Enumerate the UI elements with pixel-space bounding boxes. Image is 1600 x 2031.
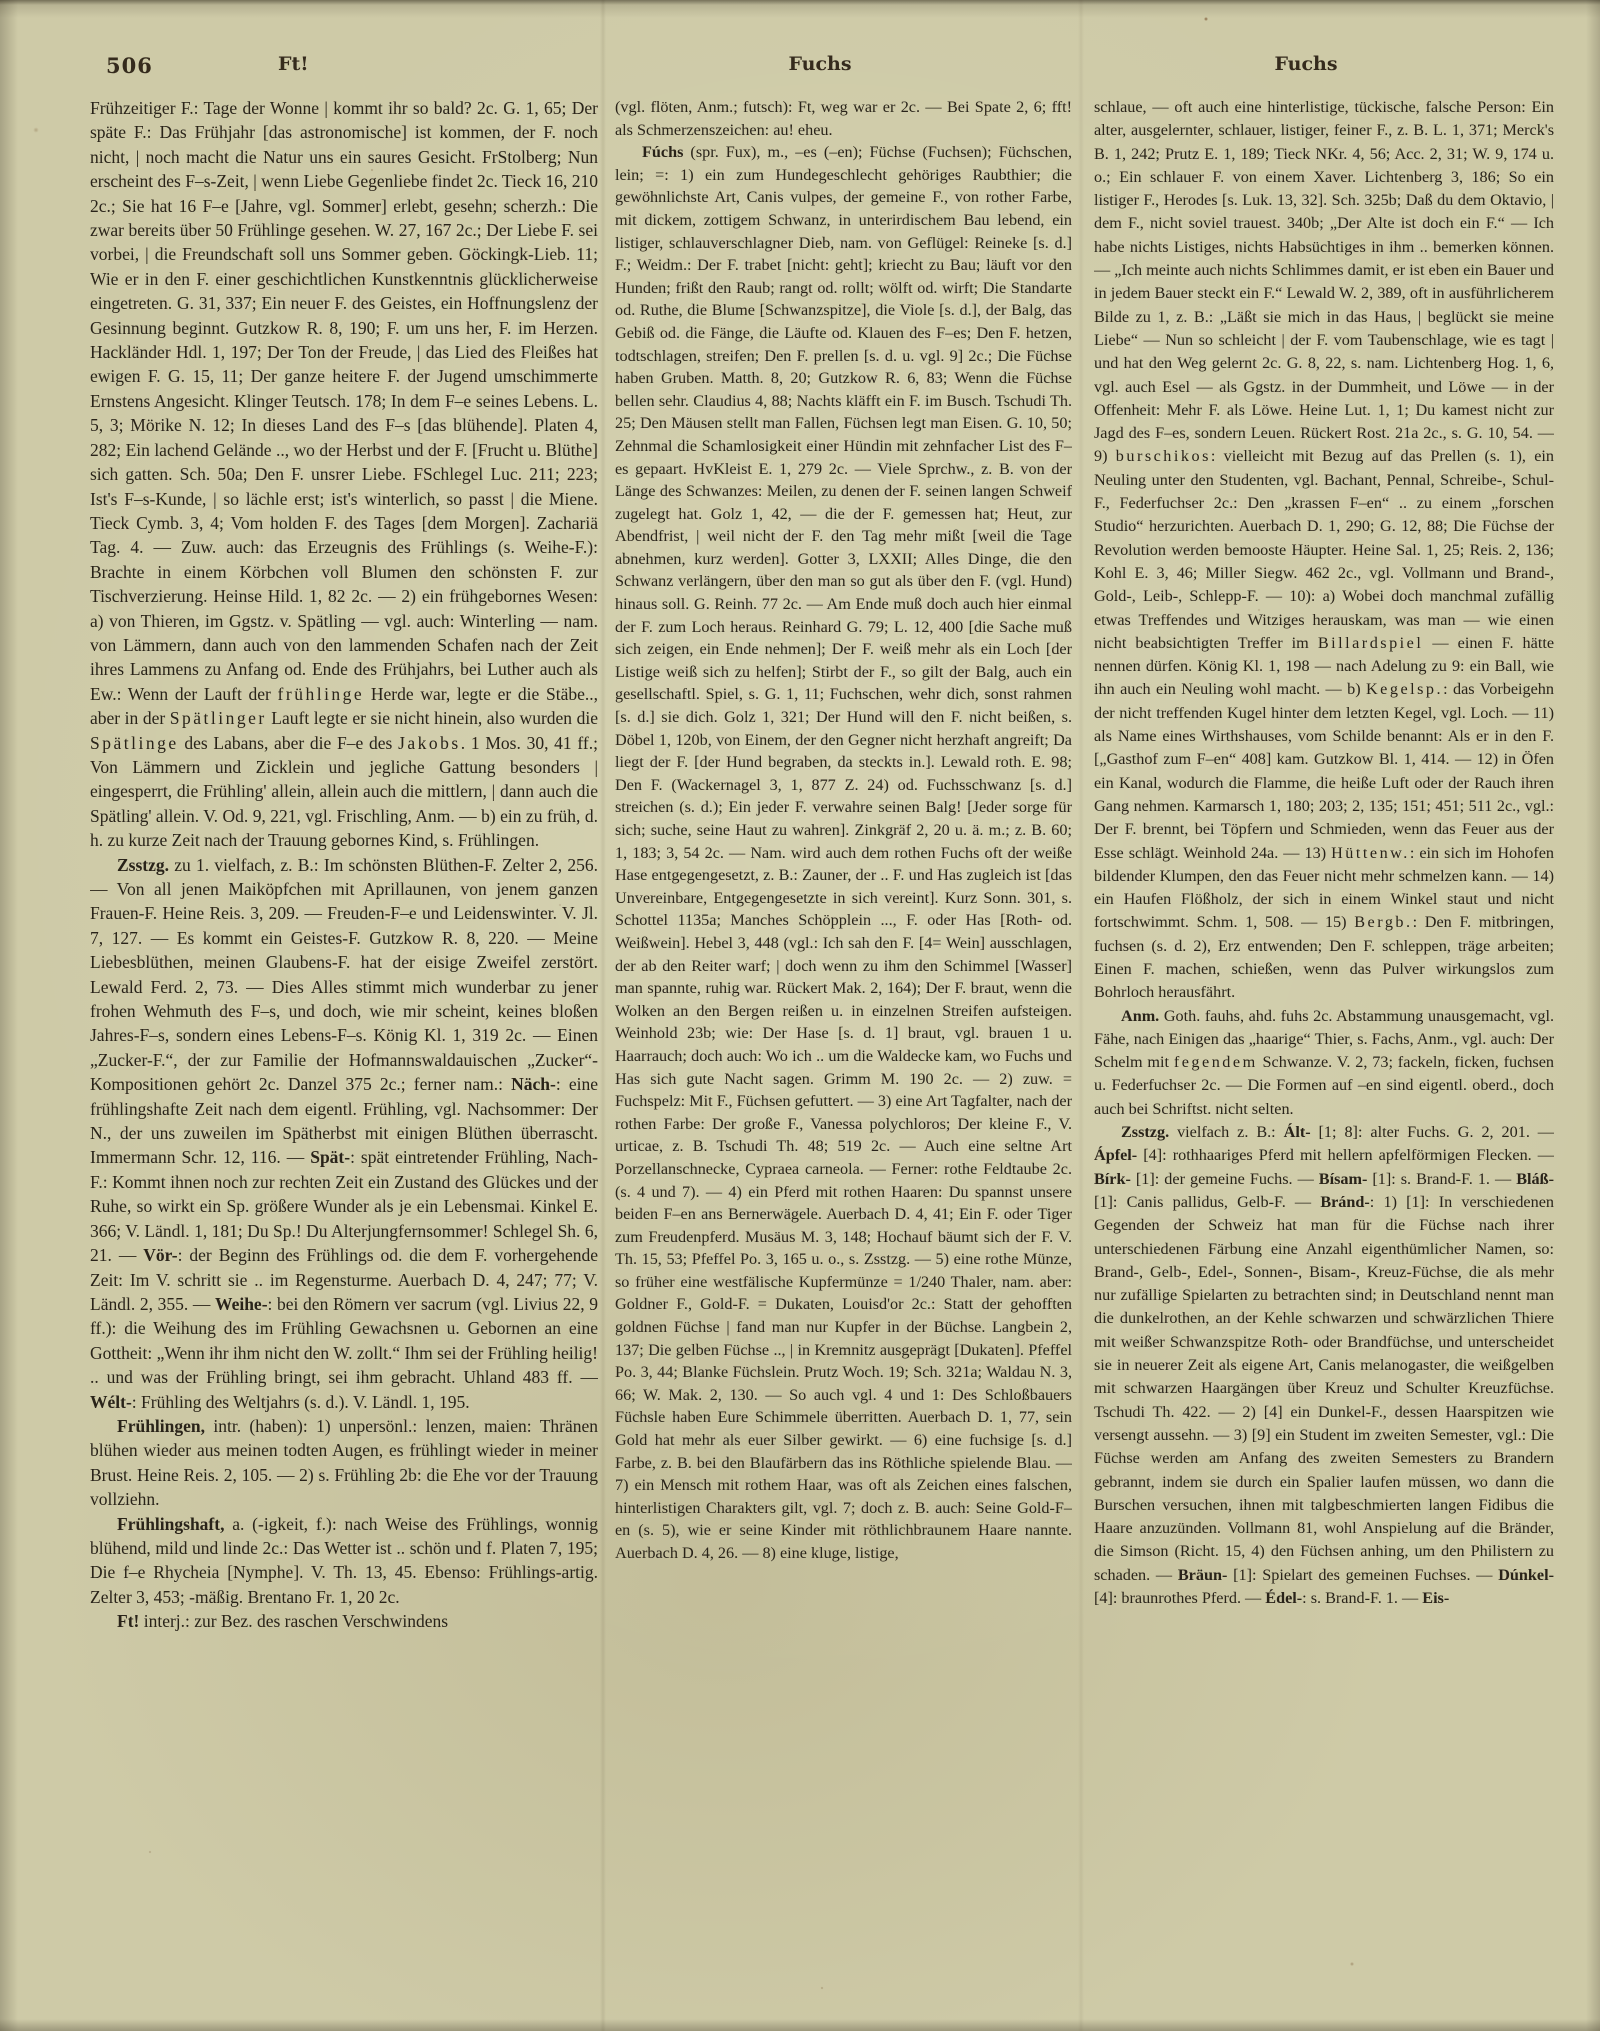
body-text: Jakobs — [398, 732, 461, 753]
body-text: intr. (haben): 1) unpersönl.: lenzen, maien: Thränen blühen wieder aus meinen todten Augen, es frühlingt wieder in meiner Brust. Heine Reis. 2, 105. — 2) s. Frühling 2b: die Ehe vor der Trauung vollziehn. — [90, 1415, 598, 1510]
entry-headword: Bräun- — [1177, 1565, 1228, 1584]
body-text: Hüttenw. — [1331, 843, 1410, 862]
entry-headword: Ápfel- — [1094, 1146, 1138, 1165]
body-text: [1]: Spielart des gemeinen Fuchses. — — [1227, 1565, 1499, 1584]
entry-headword: Zsstzg. — [117, 854, 170, 875]
gutter-crease-left — [600, 0, 606, 2031]
body-text: : 1) [1]: In verschiedenen Gegenden der Schweiz hat man für die Füchse nach ihrer unterschiedenen Färbung eine Anzahl eigenthümlicher Namen, so: Brand-, Gelb-, Edel-, Sonnen-, Bisam-, Kreuz-Füchse, die als mehr nur zufällige Spielarten zu betrachten sind; in Deutschland nennt man die dunkelrothen, an der Kehle schwarzen und schwärzlichen Thiere mit weißer Schwanzspitze Roth- oder Brandfüchse, und unterscheidet sie in neuerer Zeit als eigene Art, Canis melanogaster, die weißgelben mit schwarzen Haargängen über Kreuz und Schulter Kreuzfüchse. Tschudi Th. 422. — 2) [4] ein Dunkel-F., dessen Haarspitzen wie versengt aussehn. — 3) [9] ein Student im zweiten Semester, vgl.: Die Füchse werden am Anfang des zweiten Semesters zu Brandern gebrannt, indem sie durch ein Spalier laufen müssen, wo dann die Burschen versuchen, ihnen mit talgbeschmierten langen Fidibus die Haare anzuzünden. Vollmann 81, wohl Anspielung auf die Bränder, die Simson (Richt. 15, 4) den Füchsen anhing, um den Philistern zu schaden. — — [1094, 1192, 1554, 1584]
body-text: (vgl. flöten, Anm.; futsch): Ft, weg war er 2c. — Bei Spate 2, 6; fft! als Schmerzenszeichen: au! eheu. — [615, 98, 1072, 139]
body-text: burschikos — [1115, 447, 1211, 466]
body-text: : spät eintretender Frühling, Nach-F.: Kommt ihnen noch zur rechten Zeit ein Zustand des Glückes und der Ruhe, so wirkt ein Sp. größere Wunder als je ein Lebensmai. Kinkel E. 366; V. Ländl. 1, 181; Du Sp.! Du Alterjungfernsommer! Schlegel Sh. 6, 21. — — [90, 1147, 598, 1266]
column-paragraph — [615, 141, 1072, 1564]
body-text: Kegelsp. — [1365, 680, 1444, 699]
entry-headword: Spät- — [310, 1147, 351, 1168]
entry-headword: Édel- — [1265, 1589, 1303, 1607]
text-column-3 — [1094, 96, 1554, 1898]
entry-headword: Ált- — [1283, 1123, 1311, 1142]
entry-headword: Wélt- — [90, 1391, 132, 1412]
body-text: zu 1. vielfach, z. B.: Im schönsten Blüthen-F. Zelter 2, 256. — Von all jenen Maiköpfchen mit Aprillaunen, von jenem ganzen Frauen-F. Heine Reis. 3, 209. — Freuden-F–e und Leidenswinter. V. Jl. 7, 127. — Es kommt ein Geistes-F. Gutzkow R. 8, 220. — Meine Liebesblüthen, meinen Glaubens-F. hat der eisige Zweifel zerstört. Lewald Ferd. 2, 73. — Dies Alles stimmt mich wunderbar zu jener frohen Wehmuth des F–s, und doch, wie mir scheint, keines bloßen Jahres-F–s, sondern eines Lebens-F–s. König Kl. 1, 319 2c. — Einen „Zucker-F.“, der zur Familie der Hofmannswaldauischen „Zucker“-Kompositionen gehört 2c. Danzel 375 2c.; ferner nam.: — [90, 854, 598, 1095]
body-text: (spr. Fux), m., –es (–en); Füchse (Fuchsen); Füchschen, lein; =: 1) ein zum Hundegeschlecht gehöriges Raubthier; die gewöhnlichste Art, Canis vulpes, der gemeine F., von rother Farbe, mit dickem, zottigem Schwanz, in unterirdischem Bau lebend, ein listiger, schlauverschlagner Dieb, nam. von Geflügel: Reineke [s. d.] F.; Weidm.: Der F. trabet [nicht: geht]; kriecht zu Bau; läuft vor den Hunden; frißt den Raub; rangt od. rollt; wölft od. wirft; Die Standarte od. Ruthe, die Blume [Schwanzspitze], die Viole [s. d.], der Balg, das Gebiß od. die Fänge, die Läufte od. Klauen des F–es; Den F. hetzen, todtschlagen, streifen; Den F. prellen [s. d. u. vgl. 9] 2c.; Die Füchse haben Gruben. Matth. 8, 20; Gutzkow R. 6, 83; Wenn die Füchse bellen sehr. Claudius 4, 88; Nachts kläfft ein F. im Busch. Tschudi Th. 25; Den Mäusen stellt man Fallen, Füchsen legt man Eisen. G. 10, 50; Zehnmal die Schamlosigkeit einer Hündin mit zehnfacher List des F–es gepaart. HvKleist E. 1, 279 2c. — Viele Sprchw., z. B. von der Länge des Schwanzes: Meilen, zu denen der F. seinen langen Schweif zugelegt hat. Golz 1, 42, — die der F. gemessen hat; Heut, zur Abendfrist, | weil nicht der F. den Tag mehr mißt [weil die Tage abnehmen, kurz werden]. Gotter 3, LXXII; Alles Dinge, die den Schwanz verlängern, über den man so gut als über den F. (vgl. Hund) hinaus soll. G. Reinh. 77 2c. — Am Ende muß doch auch hier einmal der F. zum Loch heraus. Reinhard G. 79; L. 12, 400 [die Sache muß sich zeigen, ein Ende nehmen]; Der F. weiß mehr als ein Loch [der Listige weiß sich zu helfen]; Stirbt der F., so gilt der Balg, auch ein gesellschaftl. Spiel, s. G. 1, 11; Fuchschen, wehr dich, sonst rahmen [s. d.] sie dich. Golz 1, 321; Der Hund will den F. nicht beißen, s. Döbel 1, 120b, von Einem, der den Gegner nicht herzhaft angreift; Da liegt der F. [der Hund begraben, da steckts in.]. Lewald roth. E. 98; Den F. (Wackernagel 3, 1, 877 Z. 24) od. Fuchsschwanz [s. d.] streichen (s. d.); Ein jeder F. verwahre seinen Balg! [Jeder sorge für sich; suche, seine Haut zu wahren]. Zinkgräf 2, 20 u. ä. m.; z. B. 60; 1, 183; 3, 54 2c. — Nam. wird auch dem rothen Fuchs oft der weiße Hase entgegengesetzt, z. B.: Zauner, der .. F. und Has zugleich ist [das Unvereinbare, Entgegengesetzte in sich vereint]. Kurz Sonn. 301, s. Schottel 1135a; Manches Schöpplein ..., F. oder Has [Roth- od. Weißwein]. Hebel 3, 448 (vgl.: Ich sah den F. [4= Wein] ausschlagen, der ab den Reiter warf; | doch wenn zu ihm den Schimmel [Wasser] man spannte, ruhig war. Rückert Mak. 2, 164); Der F. braut, wenn die Wolken an den Bergen reißen u. in einzelnen Streifen aufsteigen. Weinhold 23b; wie: Der Hase [s. d. 1] braut, vgl. brauen 1 u. Haarrauch; doch auch: Wo ich .. um die Waldecke kam, wo Fuchs und Has sich gute Nacht sagen. Grimm M. 190 2c. — 2) zuw. = Fuchspelz: Mit F., Füchsen gefuttert. — 3) eine Art Tagfalter, nach der rothen Farbe: Der große F., Vanessa polychloros; Der kleine F., V. urticae, z. B. Tschudi Th. 48; 519 2c. — Auch eine seltne Art Porzellanschnecke, Cypraea carneola. — Ferner: rothe Feldtaube 2c. (s. 4 und 7). — 4) ein Pferd mit rothen Haaren: Du spannst unsere beiden F–en ans Bernerwägele. Auerbach D. 4, 41; Ein F. oder Tiger zum Freudenpferd. Musäus M. 3, 148; Hochauf bäumt sich der F. V. Th. 15, 53; Pfeffel Po. 3, 165 u. o., s. Zsstzg. — 5) eine rothe Münze, so früher eine westfälische Kupfermünze = 1/240 Thaler, nam. aber: Goldner F., Gold-F. = Dukaten, Louisd'or 2c.: Statt der gehofften goldnen Füchse | fand man nur Kupfer in der Büchse. Langbein 2, 137; Die gelben Füchse .., | in Kremnitz ausgeprägt [Dukaten]. Pfeffel Po. 3, 44; Blanke Füchslein. Prutz Woch. 19; Sch. 321a; Waldau N. 3, 66; W. Mak. 2, 130. — So auch vgl. 4 und 1: Des Schloßbauers Füchsle haben Eure Schimmele überritten. Auerbach D. 1, 77, sein Gold hat mehr als euer Silber gewirkt. — 6) eine fuchsige [s. d.] Farbe, z. B. bei den Blaufärbern das ins Röthliche spielende Blau. — 7) ein Mensch mit rothem Haar, was oft als Zeichen eines falschen, hinterlistigen Charakters gilt, vgl. 7; doch z. B. auch: Seine Gold-F–en (s. 5), wie er seine Kinder mit röthlichbraunem Haare nannte. Auerbach D. 4, 26. — 8) eine kluge, listige, — [615, 143, 1072, 1562]
body-text: Schwanze. V. 2, 73; fackeln, ficken, fuchsen u. Federfuchser 2c. — Die Formen auf –en sind eigentl. oberd., doch auch bei Schriftst. nicht selten. — [1094, 1053, 1554, 1118]
body-text: [1; 8]: alter Fuchs. G. 2, 201. — — [1310, 1123, 1554, 1142]
entry-headword: Zsstzg. — [1121, 1123, 1170, 1142]
body-text: fegendem — [1173, 1053, 1258, 1072]
column-paragraph — [1094, 96, 1554, 1005]
body-text: Herde war, legte er die Stäbe.., aber in der — [90, 683, 598, 729]
entry-headword: Ft! — [117, 1611, 140, 1632]
entry-headword: Bránd- — [1320, 1192, 1370, 1211]
body-text: vielfach z. B.: — [1169, 1123, 1284, 1142]
body-text: : bei den Römern ver sacrum (vgl. Livius 22, 9 ff.): die Weihung des im Frühling Gewachsnen u. Gebornen an eine Gottheit: „Wenn ihr ihm nicht den W. zollt.“ Ihm sei der Frühling heilig! .. und was der Frühling bringt, sei ihm gebracht. Uhland 483 ff. — — [90, 1293, 598, 1388]
body-text: : Den F. mitbringen, fuchsen (s. d. 2), Erz entwenden; Den F. schleppen, träge arbeiten; Einen F. machen, schießen, wenn das Pulver wirkungslos zum Bohrloch herausfährt. — [1094, 913, 1554, 1002]
running-head-left: Ft! — [278, 53, 309, 75]
body-text: frühlinge — [277, 683, 365, 704]
body-text: : der Beginn des Frühlings od. die dem F. vorhergehende Zeit: Im V. schritt sie .. im Regensturme. Auerbach D. 4, 247; 77; V. Ländl. 2, 355. — — [90, 1245, 598, 1314]
column-paragraph — [90, 1609, 598, 1633]
column-paragraph — [90, 853, 598, 1414]
column-paragraph — [1094, 1005, 1554, 1121]
running-head-center: Fuchs — [788, 53, 852, 75]
body-text: : vielleicht mit Bezug auf das Prellen (s. 1), ein Neuling unter den Studenten, vgl. Bachant, Pennal, Schreibe-, Schul-F., Federfuchser 2c.: Den „krassen F–en“ .. zu einem „forschen Studio“ herzurichten. Auerbach D. 1, 290; G. 12, 88; Die Füchse der Revolution werden bemooste Häupter. Heine Sal. 1, 25; Reis. 2, 136; Kohl E. 3, 46; Miller Siegw. 462 2c., vgl. Vollmann und Brand-, Gold-, Leib-, Schlepp-F. — 10): a) Wobei doch manchmal zufällig etwas Treffendes und Witziges herauskam, was man — wie einen nicht beabsichtigten Treffer im — [1094, 447, 1554, 652]
entry-headword: Anm. — [1121, 1006, 1160, 1025]
body-text: [1]: Canis pallidus, Gelb-F. — — [1094, 1192, 1321, 1211]
body-text: Billardspiel — [1317, 633, 1424, 652]
body-text: Lauft legte er sie nicht hinein, also wurden die — [266, 708, 598, 729]
body-text: schlaue, — oft auch eine hinterlistige, tückische, falsche Person: Ein alter, ausgelernter, schlauer, listiger, feiner F., z. B. L. 1, 371; Merck's B. 1, 242; Prutz E. 1, 189; Tieck NKr. 4, 56; Acc. 2, 31; W. 9, 174 u. o.; Ein schlauer F. von einem Xaver. Lichtenberg 3, 186; So ein listiger F., Herodes [s. Luk. 13, 32]. Sch. 325b; Daß du dem Oktavio, | dem F., nicht soviel trauest. 340b; „Der Alte ist doch ein F.“ — Ich habe nichts Listiges, nichts Habsüchtiges in ihm .. bemerken können. — „Ich meinte auch nichts Schlimmes damit, er ist eben ein Bauer und in jedem Bauer steckt ein F.“ Lewald W. 2, 389, oft in ausführlicherem Bilde zu 1, z. B.: „Läßt sie mich in das Haus, | beglückt sie meine Liebe“ — Nun so schleicht | der F. vom Taubenschlage, wie es tagt | und hat den Weg gelernt 2c. G. 8, 22, s. nam. Lichtenberg Hog. 1, 6, vgl. auch Esel — als Ggstz. in der Dummheit, und Löwe — in der Offenheit: Mehr F. als Löwe. Heine Lut. 1, 1; Du kamest nicht zur Jagd des F–es, sondern Leuen. Rückert Rost. 21a 2c., s. G. 10, 54. — 9) — [1094, 98, 1554, 466]
entry-headword: Näch- — [511, 1074, 556, 1095]
entry-headword: Dúnkel- — [1498, 1565, 1554, 1584]
body-text: — einen F. hätte nennen dürfen. König Kl. 1, 198 — nach Adelung zu 9: ein Ball, wie ihn auch ein Neuling wohl macht. — b) — [1094, 633, 1554, 699]
entry-headword: Frühlingshaft, — [117, 1513, 225, 1534]
running-head-right: Fuchs — [1274, 53, 1338, 75]
column-paragraph — [1094, 1121, 1554, 1610]
entry-headword: Fúchs — [642, 143, 684, 162]
body-text: . 1 Mos. 30, 41 ff.; Von Lämmern und Zicklein und jegliche Gattung besonders | eingesperrt, die Frühling' allein, allein auch die mittlern, | dann auch die Spätling' allein. V. Od. 9, 221, vgl. Frischling, Anm. — b) ein zu früh, d. h. zu kurze Zeit nach der Trauung gebornes Kind, s. Frühlingen. — [90, 732, 598, 851]
entry-headword: Frühlingen, — [117, 1415, 206, 1436]
entry-headword: Eis- — [1422, 1589, 1450, 1607]
text-column-2 — [615, 96, 1072, 1898]
page-number: 506 — [106, 53, 153, 78]
body-text: : das Vorbeigehn der nicht treffenden Kugel hinter dem letzten Kegel, vgl. Loch. — 11) als Name eines Wirthshauses, vom Schilde benannt: Als er in den F. [„Gasthof zum F–en“ 408] kam. Gutzkow Bl. 1, 414. — 12) in Öfen ein Kanal, wodurch die Flamme, die heiße Luft oder der Rauch ihren Gang nehmen. Karmarsch 1, 180; 203; 2, 135; 151; 451; 511 2c., vgl.: Der F. brennt, bei Töpfern und Schmieden, wenn das Feuer aus der Esse schlägt. Weinhold 24a. — 13) — [1094, 680, 1554, 862]
body-text: [4]: rothhaariges Pferd mit hellern apfelförmigen Flecken. — — [1137, 1146, 1554, 1165]
body-text: des Labans, aber die F–e des — [178, 732, 399, 753]
body-text: [4]: braunrothes Pferd. — — [1094, 1589, 1266, 1607]
body-text: : Frühling des Weltjahrs (s. d.). V. Ländl. 1, 195. — [131, 1391, 470, 1412]
body-text: interj.: zur Bez. des raschen Verschwindens — [139, 1611, 449, 1632]
body-text: Spätlinge — [90, 732, 179, 753]
body-text: : s. Brand-F. 1. — — [1302, 1589, 1423, 1607]
gutter-crease-right — [1078, 0, 1084, 2031]
body-text: [1]: der gemeine Fuchs. — — [1130, 1169, 1319, 1188]
body-text: : ein sich im Hohofen bildender Klumpen, den das Feuer nicht mehr schmelzen kann. — 14) ein Haufen Flößholz, der sich in einem Winkel staut und nicht fortschwimmt. Schm. 1, 508. — 15) — [1094, 843, 1554, 932]
body-text: [1]: s. Brand-F. 1. — — [1367, 1169, 1517, 1188]
entry-headword: Weihe- — [215, 1293, 268, 1314]
body-text: : eine frühlingshafte Zeit nach dem eigentl. Frühling, vgl. Nachsommer: Der N., der uns zuweilen im Spätherbst mit einigen Blüthen überrascht. Immermann Schr. 12, 116. — — [90, 1074, 598, 1168]
column-paragraph — [90, 1512, 598, 1610]
body-text: Goth. fauhs, ahd. fuhs 2c. Abstammung unausgemacht, vgl. Fähe, nach Einigen das „haarige“ Thier, s. Fachs, Anm., vgl. auch: Der Schelm mit — [1094, 1006, 1554, 1072]
body-text: a. (-igkeit, f.): nach Weise des Frühlings, wonnig blühend, mild und linde 2c.: Das Wetter ist .. schön und f. Platen 7, 195; Die f–e Rhycheia [Nymphe]. V. Th. 13, 45. Ebenso: Frühlings-artig. Zelter 3, 453; -mäßig. Brentano Fr. 1, 20 2c. — [90, 1513, 598, 1607]
entry-headword: Bírk- — [1094, 1169, 1131, 1188]
column-paragraph — [615, 96, 1072, 141]
body-text: Spätlinger — [169, 708, 267, 729]
entry-headword: Vör- — [143, 1245, 178, 1266]
body-text: Bergb. — [1354, 913, 1413, 932]
body-text: Frühzeitiger F.: Tage der Wonne | kommt ihr so bald? 2c. G. 1, 65; Der späte F.: Das Frühjahr [das astronomische] ist kommen, der F. noch nicht, | noch macht die Natur uns ein saures Gesicht. FrStolberg; Nun erscheint des F–s-Zeit, | wenn Liebe Gegenliebe findet 2c. Tieck 16, 210 2c.; Sie hat 16 F–e [Jahre, vgl. Sommer] erlebt, gesehn; scherzh.: Die zwar bereits über 50 Frühlinge gesehen. W. 27, 167 2c.; Der Liebe F. sei vorbei, | die Freundschaft soll uns Sommer geben. Göckingk-Lieb. 11; Wie er in den F. einer geschichtlichen Kunstkenntnis glücklicherweise eingetreten. G. 31, 337; Ein neuer F. des Geistes, ein Hoffnungslenz der Gesinnung beginnt. Gutzkow R. 8, 190; F. um uns her, F. im Herzen. Hackländer Hdl. 1, 197; Der Ton der Freude, | das Lied des Fleißes hat ewigen F. G. 15, 11; Der ganze heitere F. der Jugend umschimmerte Ernstens Angesicht. Klinger Teutsch. 178; In dem F–e seines Lebens. L. 5, 3; Mörike N. 12; In dieses Land des F–s [das blühende]. Platen 4, 282; Ein lachend Gelände .., wo der Herbst und der F. [Frucht u. Blüthe] sich gatten. Sch. 50a; Den F. unsrer Liebe. FSchlegel Luc. 211; 223; Ist's F–s-Kunde, | so lächle erst; ist's winterlich, so passt | die Miene. Tieck Cymb. 3, 4; Vom holden F. des Tages [dem Morgen]. Zachariä Tag. 4. — Zuw. auch: das Erzeugnis des Frühlings (s. Weihe-F.): Brachte in einem Körbchen voll Blumen den schönsten F. zur Tischverzierung. Heinse Hild. 1, 82 2c. — 2) ein frühgebornes Wesen: a) von Thieren, im Ggstz. v. Spätling — vgl. auch: Winterling — nam. von Lämmern, dann auch von den lammenden Schafen nach der Zeit ihres Lammens zu Anfang od. Ende des Frühjahrs, bei Luther auch als Ew.: Wenn der Lauft der — [90, 98, 598, 704]
entry-headword: Bísam- — [1318, 1169, 1368, 1188]
column-paragraph — [90, 96, 598, 853]
text-column-1 — [90, 96, 598, 1898]
entry-headword: Bláß- — [1516, 1169, 1554, 1188]
column-paragraph — [90, 1414, 598, 1512]
